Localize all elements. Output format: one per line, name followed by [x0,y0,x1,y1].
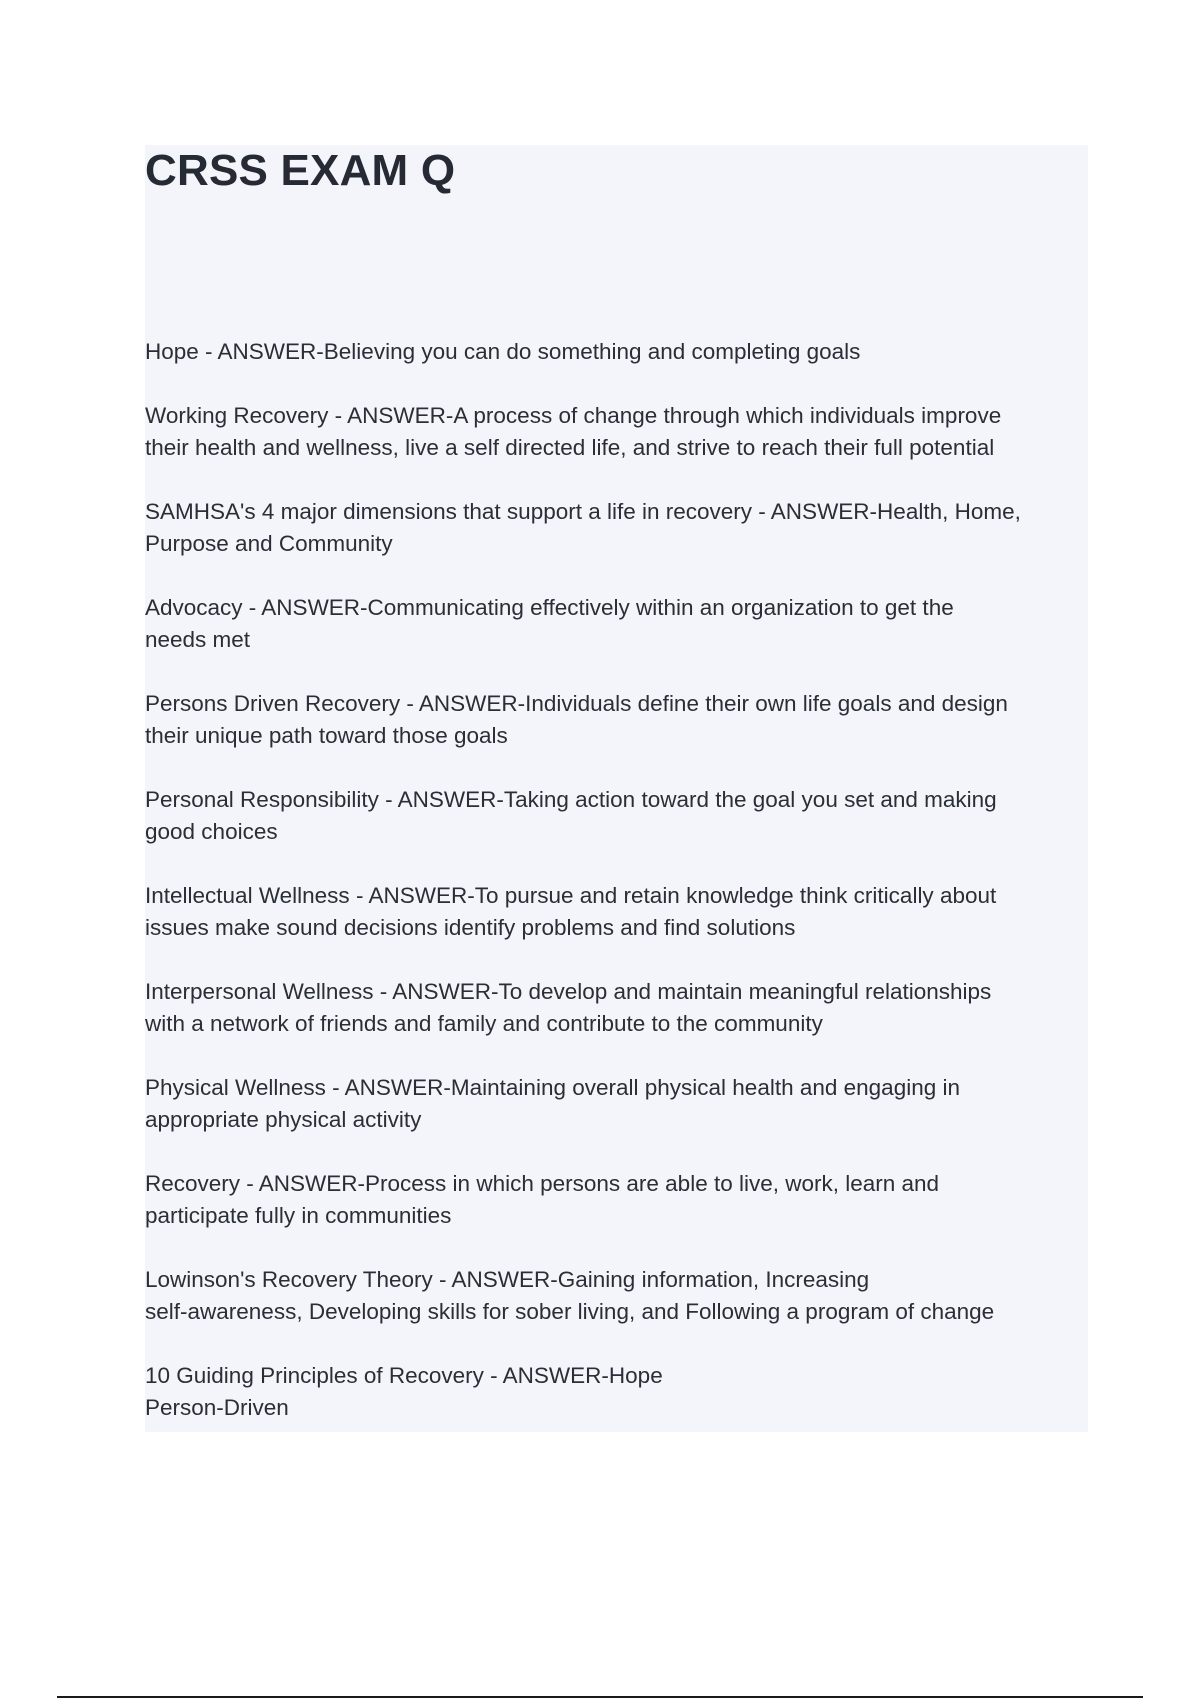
qa-line: needs met [145,627,251,652]
qa-line: Personal Responsibility - ANSWER-Taking action toward the goal you set and making [145,787,997,812]
qa-line: Persons Driven Recovery - ANSWER-Individuals define their own life goals and design [145,691,1008,716]
qa-item-intellectual-wellness [145,880,1090,944]
qa-line: issues make sound decisions identify problems and find solutions [145,915,796,940]
footer-divider [57,1696,1143,1698]
qa-item-samhsa-dimensions [145,496,1090,560]
qa-item-interpersonal-wellness [145,976,1090,1040]
qa-item-hope [145,336,1090,368]
qa-line: Recovery - ANSWER-Process in which persons are able to live, work, learn and [145,1171,940,1196]
qa-line: good choices [145,819,278,844]
qa-item-guiding-principles [145,1360,1090,1424]
qa-line: SAMHSA's 4 major dimensions that support a life in recovery - ANSWER-Health, Home, [145,499,1021,524]
qa-line: their unique path toward those goals [145,723,508,748]
qa-item-working-recovery [145,400,1090,464]
qa-line: Hope - ANSWER-Believing you can do something and completing goals [145,339,861,364]
qa-list [145,336,1090,1456]
qa-line: Person-Driven [145,1395,289,1420]
qa-line: Interpersonal Wellness - ANSWER-To develop and maintain meaningful relationships [145,979,992,1004]
qa-item-physical-wellness [145,1072,1090,1136]
qa-line: Purpose and Community [145,531,393,556]
qa-item-recovery [145,1168,1090,1232]
qa-line: self-awareness, Developing skills for sober living, and Following a program of change [145,1299,995,1324]
qa-line: with a network of friends and family and contribute to the community [145,1011,823,1036]
qa-line: Working Recovery - ANSWER-A process of change through which individuals improve [145,403,1002,428]
qa-item-persons-driven-recovery [145,688,1090,752]
qa-line: their health and wellness, live a self directed life, and strive to reach their full potential [145,435,995,460]
qa-line: Advocacy - ANSWER-Communicating effectively within an organization to get the [145,595,954,620]
qa-line: Physical Wellness - ANSWER-Maintaining overall physical health and engaging in [145,1075,960,1100]
qa-item-lowinson-theory [145,1264,1090,1328]
qa-item-advocacy [145,592,1090,656]
qa-line: participate fully in communities [145,1203,452,1228]
qa-line: Lowinson's Recovery Theory - ANSWER-Gaining information, Increasing [145,1267,870,1292]
qa-line: appropriate physical activity [145,1107,422,1132]
qa-line: 10 Guiding Principles of Recovery - ANSWER-Hope [145,1363,663,1388]
qa-item-personal-responsibility [145,784,1090,848]
document-title: CRSS EXAM Q [145,146,456,195]
qa-line: Intellectual Wellness - ANSWER-To pursue and retain knowledge think critically about [145,883,997,908]
